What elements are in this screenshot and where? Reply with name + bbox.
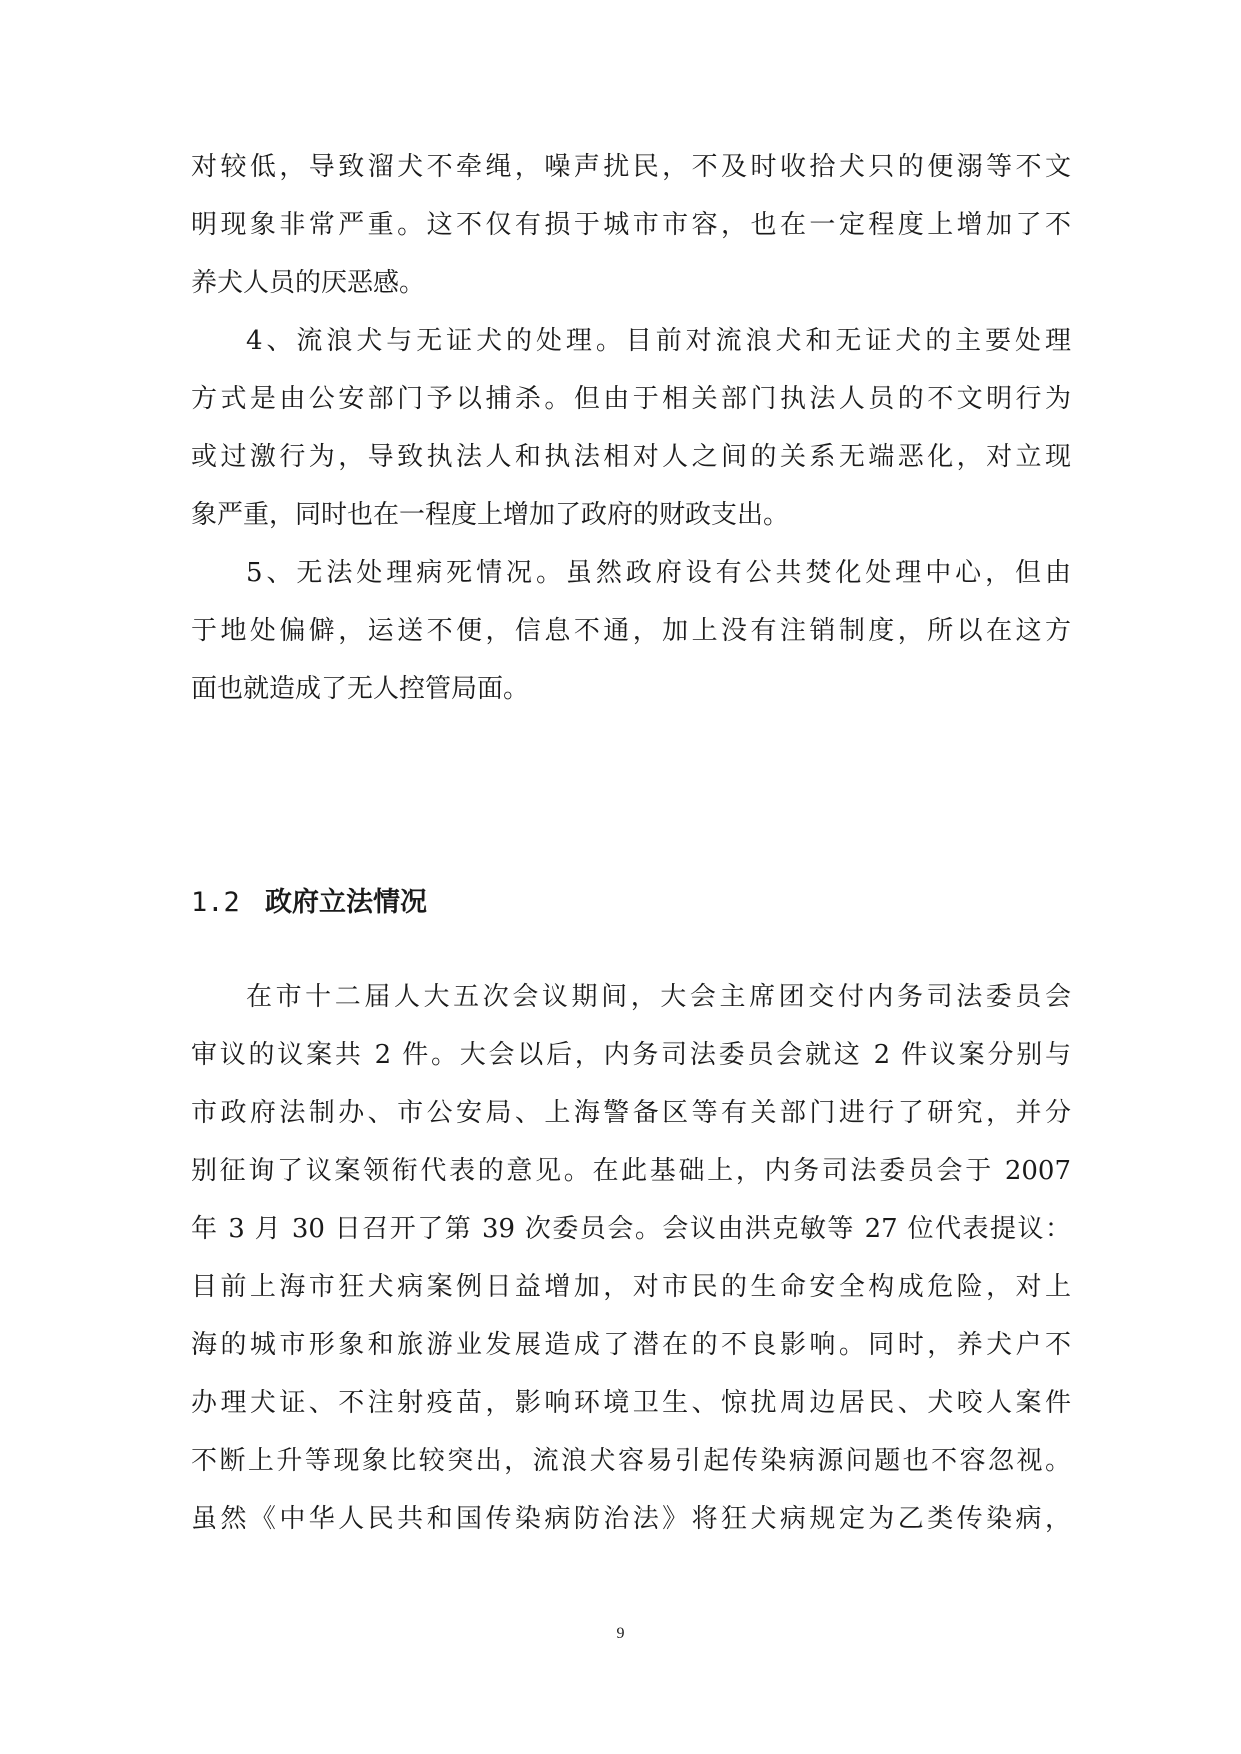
page-number: 9 bbox=[616, 1625, 625, 1642]
body-text-line: 4、流浪犬与无证犬的处理。目前对流浪犬和无证犬的主要处理 bbox=[246, 326, 1071, 356]
body-text-line: 海的城市形象和旅游业发展造成了潜在的不良影响。同时，养犬户不 bbox=[191, 1330, 1071, 1360]
body-text-line: 面也就造成了无人控管局面。 bbox=[191, 674, 530, 704]
body-text-line: 方式是由公安部门予以捕杀。但由于相关部门执法人员的不文明行为 bbox=[191, 384, 1071, 414]
body-text-line: 不断上升等现象比较突出，流浪犬容易引起传染病源问题也不容忽视。 bbox=[191, 1446, 1071, 1476]
body-text-line: 在市十二届人大五次会议期间，大会主席团交付内务司法委员会 bbox=[246, 982, 1071, 1012]
body-text-line: 或过激行为，导致执法人和执法相对人之间的关系无端恶化，对立现 bbox=[191, 442, 1071, 472]
body-text-line: 市政府法制办、市公安局、上海警备区等有关部门进行了研究，并分 bbox=[191, 1098, 1071, 1128]
body-text-line: 目前上海市狂犬病案例日益增加，对市民的生命安全构成危险，对上 bbox=[191, 1272, 1071, 1302]
body-text-line: 明现象非常严重。这不仅有损于城市市容，也在一定程度上增加了不 bbox=[191, 210, 1071, 240]
body-text-line: 年 3 月 30 日召开了第 39 次委员会。会议由洪克敏等 27 位代表提议： bbox=[191, 1214, 1071, 1244]
section-heading bbox=[191, 886, 427, 920]
body-text-line: 审议的议案共 2 件。大会以后，内务司法委员会就这 2 件议案分别与 bbox=[191, 1040, 1071, 1070]
section-title: 政府立法情况 bbox=[265, 887, 427, 918]
body-text-line: 虽然《中华人民共和国传染病防治法》将狂犬病规定为乙类传染病， bbox=[191, 1504, 1071, 1534]
body-text-line: 对较低，导致溜犬不牵绳，噪声扰民，不及时收拾犬只的便溺等不文 bbox=[191, 152, 1071, 182]
section-number: 1.2 bbox=[191, 887, 240, 918]
body-text-line: 养犬人员的厌恶感。 bbox=[191, 268, 426, 298]
body-text-line: 办理犬证、不注射疫苗，影响环境卫生、惊扰周边居民、犬咬人案件 bbox=[191, 1388, 1071, 1418]
body-text-line: 别征询了议案领衔代表的意见。在此基础上，内务司法委员会于 2007 bbox=[191, 1156, 1071, 1186]
body-text-line: 于地处偏僻，运送不便，信息不通，加上没有注销制度，所以在这方 bbox=[191, 616, 1071, 646]
body-text-line: 5、无法处理病死情况。虽然政府设有公共焚化处理中心，但由 bbox=[246, 558, 1071, 588]
body-text-line: 象严重，同时也在一程度上增加了政府的财政支出。 bbox=[191, 500, 790, 530]
